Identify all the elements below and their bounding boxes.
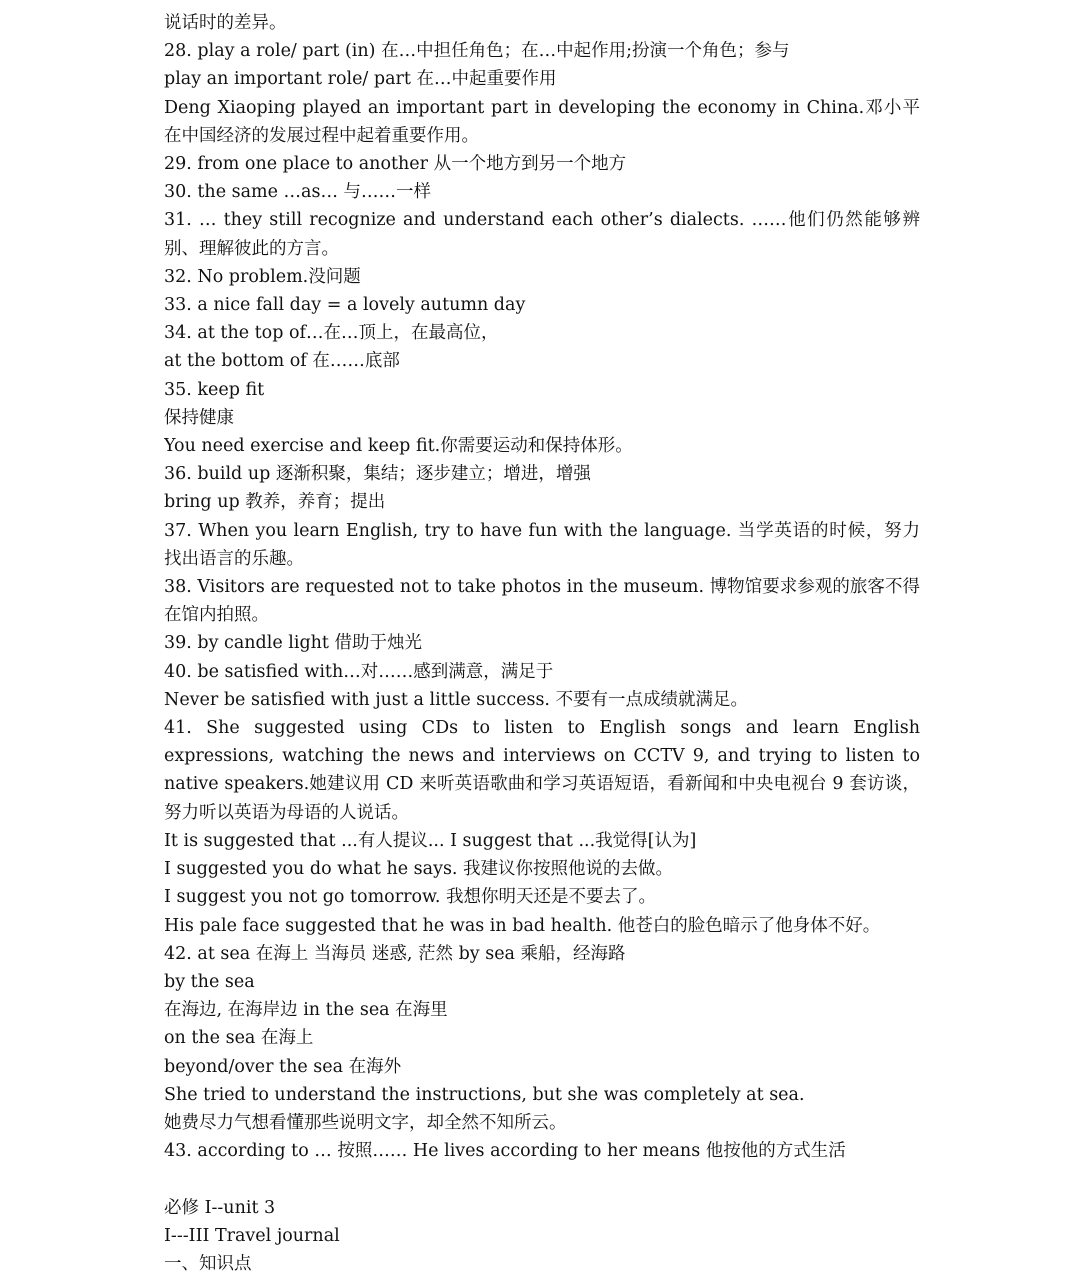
text-line: at the bottom of 在……底部 <box>164 351 400 372</box>
text-line: 33. a nice fall day = a lovely autumn day <box>164 295 526 316</box>
text-line: 30. the same …as… 与……一样 <box>164 182 432 203</box>
text-line: His pale face suggested that he was in bad health. 他苍白的脸色暗示了他身体不好。 <box>164 915 881 936</box>
document-page <box>164 9 920 1278</box>
text-line: She tried to understand the instructions, but she was completely at sea. <box>164 1084 805 1105</box>
text-line: 43. according to … 按照…… He lives according to her means 他按他的方式生活 <box>164 1141 846 1162</box>
text-line: It is suggested that ...有人提议... I suggest that ...我觉得[认为] <box>164 830 697 851</box>
text-line: You need exercise and keep fit.你需要运动和保持体形。 <box>164 436 633 457</box>
section-title: I---III Travel journal <box>164 1225 340 1246</box>
text-line: 说话时的差异。 <box>164 13 287 33</box>
text-line: 42. at sea 在海上 当海员 迷惑, 茫然 by sea 乘船，经海路 <box>164 943 626 964</box>
text-line: 35. keep fit <box>164 379 265 400</box>
text-line: 36. build up 逐渐积聚，集结；逐步建立；增进，增强 <box>164 464 591 485</box>
text-line: 28. play a role/ part (in) 在…中担任角色；在…中起作用;扮演一个角色；参与 <box>164 41 790 62</box>
text-paragraph: 31. … they still recognize and understand each other’s dialects. ……他们仍然能够辨别、理解彼此的方言。 <box>164 210 920 259</box>
text-line: by the sea <box>164 971 255 992</box>
text-line: 40. be satisfied with…对……感到满意，满足于 <box>164 661 554 682</box>
text-line: on the sea 在海上 <box>164 1028 314 1049</box>
text-line: 在海边, 在海岸边 in the sea 在海里 <box>164 1000 448 1021</box>
text-line: 29. from one place to another 从一个地方到另一个地方 <box>164 154 627 175</box>
section-book: 必修 I--unit 3 <box>164 1197 276 1218</box>
text-line: bring up 教养，养育；提出 <box>164 492 386 513</box>
text-line: play an important role/ part 在…中起重要作用 <box>164 69 557 90</box>
text-paragraph: 38. Visitors are requested not to take photos in the museum. 博物馆要求参观的旅客不得在馆内拍照。 <box>164 577 920 626</box>
text-line: 她费尽力气想看懂那些说明文字，却全然不知所云。 <box>164 1112 567 1133</box>
text-line: I suggested you do what he says. 我建议你按照他说的去做。 <box>164 859 674 880</box>
text-line: beyond/over the sea 在海外 <box>164 1056 402 1077</box>
text-line: 34. at the top of…在…顶上，在最高位， <box>164 323 499 344</box>
blank-line <box>164 1165 920 1193</box>
text-line: 保持健康 <box>164 407 234 428</box>
text-line: I suggest you not go tomorrow. 我想你明天还是不要去了。 <box>164 887 657 908</box>
text-line: 32. No problem.没问题 <box>164 266 361 287</box>
section-subtitle: 一、知识点 <box>164 1253 252 1274</box>
text-line: 39. by candle light 借助于烛光 <box>164 633 423 654</box>
text-line: Never be satisfied with just a little success. 不要有一点成绩就满足。 <box>164 689 749 710</box>
text-paragraph: Deng Xiaoping played an important part in developing the economy in China.邓小平在中国经济的发展过程中起着重要作用。 <box>164 97 920 146</box>
text-paragraph: 41. She suggested using CDs to listen to English songs and learn English expressions, watching the news and interviews on CCTV 9, and trying to listen to native speakers.她建议用 CD 来听英语歌曲和学习英语短语，看新闻和中央电视台 9 套访谈，努力听以英语为母语的人说话。 <box>164 718 920 823</box>
text-paragraph: 37. When you learn English, try to have fun with the language. 当学英语的时候，努力找出语言的乐趣。 <box>164 520 920 569</box>
